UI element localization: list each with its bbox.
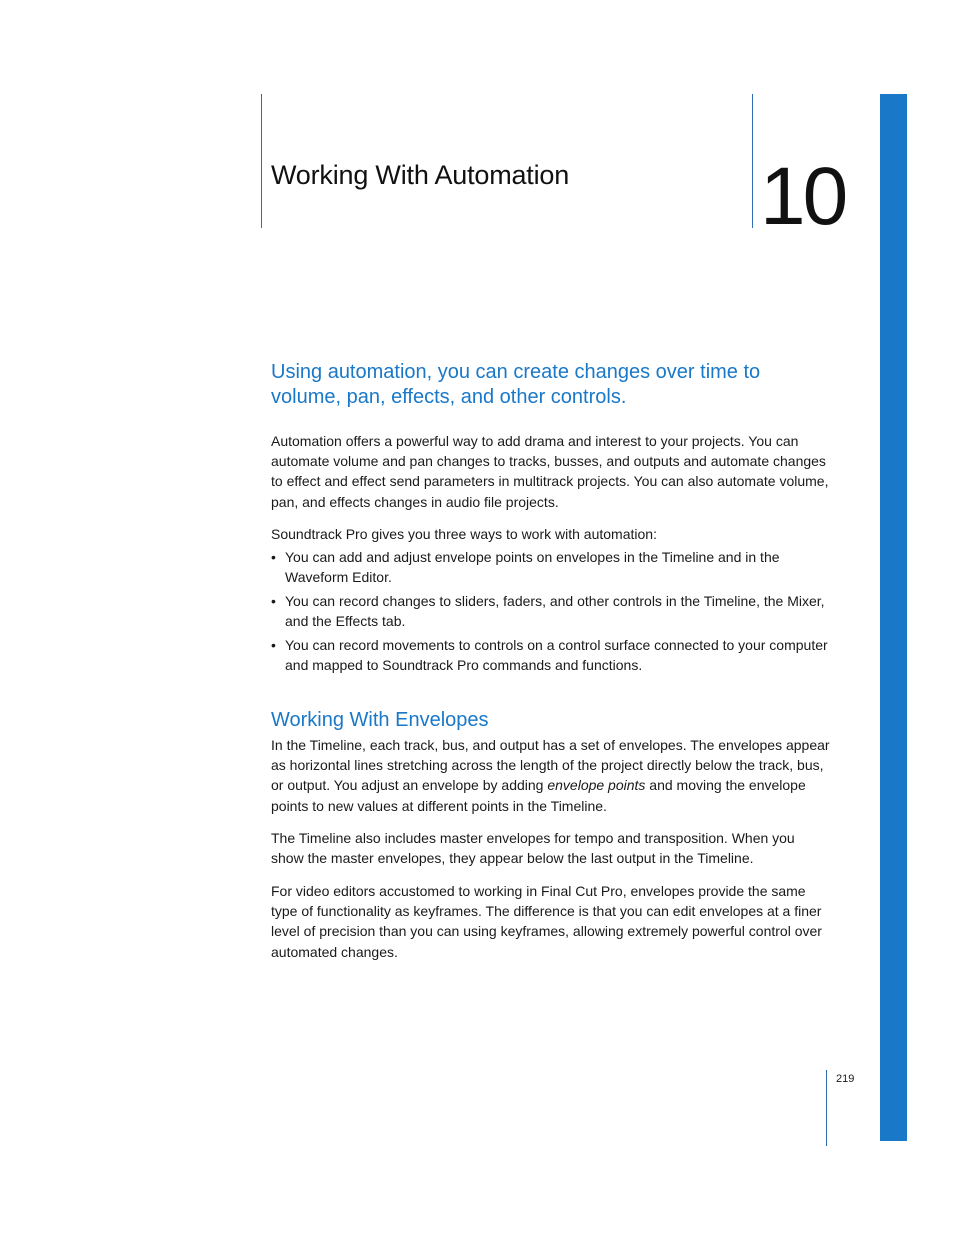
paragraph-text: In the Timeline, each track, bus, and output has a set of envelopes. The envelopes appear as horizontal lines stretching across the length of the project directly below the track, bus, or output. You adjust an envelope by adding	[271, 737, 830, 794]
section-heading: Working With Envelopes	[271, 709, 489, 731]
page-number: 219	[836, 1073, 855, 1085]
chapter-number-rule	[752, 94, 753, 228]
paragraph-video-editors: For video editors accustomed to working in Final Cut Pro, envelopes provide the same type of functionality as keyframes. The difference is that you can edit envelopes at a finer level of precision than you can using keyframes, allowing extremely powerful control over automated changes.	[271, 883, 822, 960]
paragraph-three-ways: Soundtrack Pro gives you three ways to work with automation:	[271, 526, 657, 542]
paragraph-text: and moving the envelope points to new values at different points in the Timeline.	[271, 777, 806, 814]
paragraph-envelopes-intro	[271, 735, 831, 816]
automation-ways-list	[271, 547, 831, 679]
page-number-rule	[826, 1070, 827, 1146]
list-item	[271, 635, 831, 675]
intro-heading: Using automation, you can create changes over time to volume, pan, effects, and other controls.	[271, 361, 761, 408]
list-item-text: You can add and adjust envelope points on envelopes in the Timeline and in the Waveform Editor.	[285, 549, 780, 586]
list-item	[271, 591, 831, 631]
chapter-number: 10	[760, 151, 846, 242]
chapter-title: Working With Automation	[271, 160, 570, 190]
bullet-marker: •	[271, 549, 276, 565]
chapter-title-rule	[261, 94, 262, 228]
bullet-marker: •	[271, 593, 276, 609]
list-item-text: You can record movements to controls on a control surface connected to your computer and mapped to Soundtrack Pro commands and functions.	[285, 637, 828, 674]
paragraph-automation-overview: Automation offers a powerful way to add drama and interest to your projects. You can automate volume and pan changes to tracks, busses, and outputs and automate changes to effect and effect send parameters in multitrack projects. You can also automate volume, pan, and effects changes in audio file projects.	[271, 433, 829, 510]
list-item-text: You can record changes to sliders, faders, and other controls in the Timeline, the Mixer, and the Effects tab.	[285, 593, 825, 630]
emphasis-term: envelope points	[547, 777, 646, 794]
list-item	[271, 547, 831, 587]
bullet-marker: •	[271, 637, 276, 653]
chapter-side-tab	[880, 94, 907, 1141]
paragraph-master-envelopes: The Timeline also includes master envelopes for tempo and transposition. When you show the master envelopes, they appear below the last output in the Timeline.	[271, 830, 795, 867]
